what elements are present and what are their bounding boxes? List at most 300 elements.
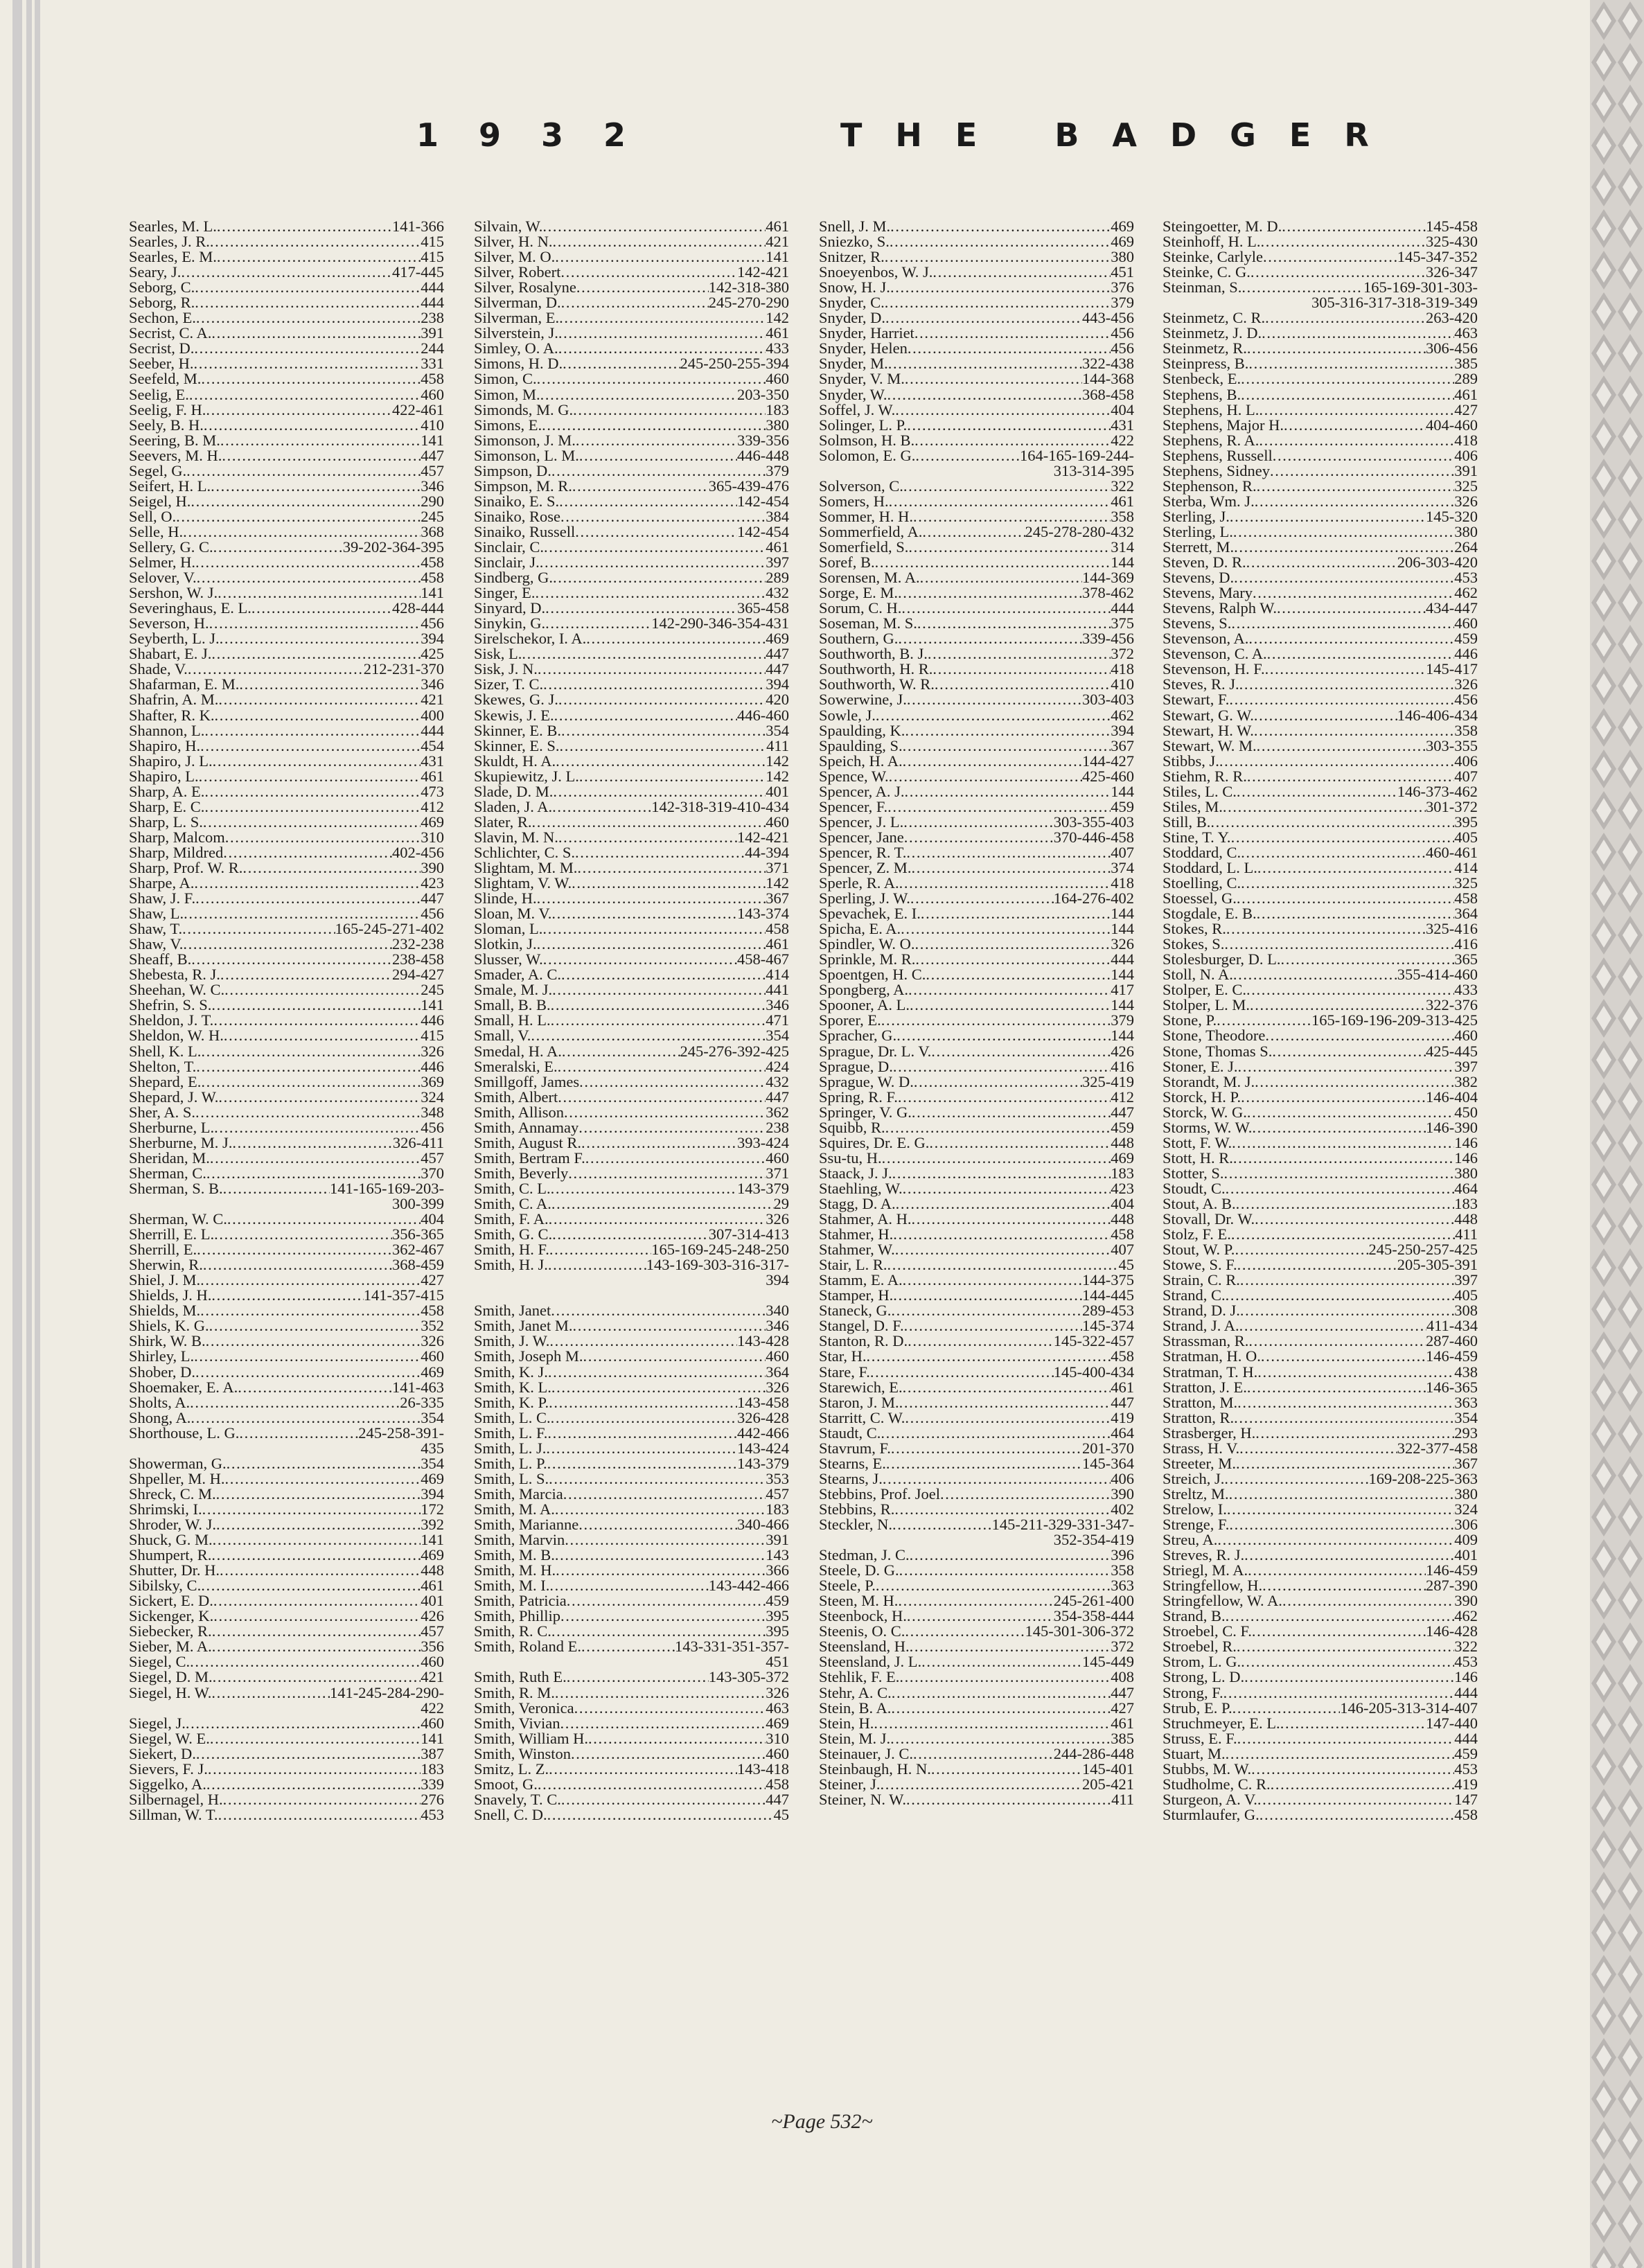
entry-name: Snavely, T. C.: [474, 1790, 561, 1808]
entry-name: Sheldon, W. H.: [129, 1027, 224, 1045]
index-entry: [129, 876, 444, 891]
entry-name: Smith, L. J.: [474, 1439, 547, 1457]
entry-pages: 353: [766, 1469, 789, 1487]
index-entry: [129, 662, 444, 677]
leader-dots: [224, 1028, 421, 1043]
entry-pages: 461: [766, 538, 789, 556]
entry-pages: 245-278-280-432: [1025, 522, 1134, 540]
entry-name: Skupiewitz, J. L.: [474, 767, 579, 785]
entry-line: [1163, 754, 1478, 769]
entry-line: [1163, 1593, 1478, 1609]
entry-pages: 391: [421, 324, 444, 342]
index-entry: [474, 982, 789, 998]
entry-name: Shelton, T.: [129, 1057, 197, 1075]
entry-line: [1163, 1365, 1478, 1380]
index-entry: [819, 1365, 1134, 1380]
index-entry: [474, 371, 789, 387]
entry-pages: 26-335: [400, 1393, 444, 1411]
index-entry: [819, 1701, 1134, 1716]
leader-dots: [885, 249, 1111, 265]
leader-dots: [1251, 1762, 1454, 1777]
entry-line: [129, 1654, 444, 1669]
entry-name: Stolesburger, D. L.: [1163, 950, 1281, 968]
entry-line: [474, 738, 789, 754]
entry-name: Shaw, J. F.: [129, 889, 196, 907]
entry-name: Schlichter, C. S.: [474, 843, 575, 861]
leader-dots: [220, 1563, 421, 1578]
index-entry: [819, 433, 1134, 448]
entry-pages: 460: [421, 1653, 444, 1671]
index-entry: [129, 1303, 444, 1318]
index-entry: [1163, 1563, 1478, 1578]
entry-line: [129, 769, 444, 784]
entry-line: [1163, 1059, 1478, 1074]
leader-dots: [903, 1273, 1082, 1288]
leader-dots: [1253, 585, 1454, 601]
entry-pages: 427: [421, 1271, 444, 1289]
entry-pages: 206-303-420: [1397, 553, 1478, 572]
leader-dots: [1255, 494, 1455, 509]
entry-pages: 444: [1111, 599, 1134, 617]
index-entry: [129, 1746, 444, 1762]
entry-line: [819, 616, 1134, 631]
index-entry: [474, 1563, 789, 1578]
entry-name: Steinmetz, J. D.: [1163, 324, 1262, 342]
entry-name: Secrist, C. A.: [129, 324, 212, 342]
entry-line: [474, 1013, 789, 1028]
leader-dots: [1226, 921, 1426, 937]
leader-dots: [894, 1502, 1111, 1517]
leader-dots: [1247, 341, 1426, 356]
entry-pages: 446: [1454, 645, 1478, 663]
leader-dots: [1226, 1288, 1455, 1303]
entry-name: Sprague, W. D.: [819, 1072, 914, 1090]
entry-pages: 453: [1454, 1653, 1478, 1671]
entry-line: [474, 1166, 789, 1181]
entry-pages: 29: [773, 1195, 789, 1212]
entry-name: Stratman, T. H.: [1163, 1363, 1258, 1381]
leader-dots: [912, 1105, 1111, 1120]
entry-name: Smith, August R.: [474, 1133, 582, 1151]
entry-name: Slade, D. M.: [474, 782, 554, 800]
index-entry: [129, 479, 444, 494]
entry-line: [819, 1181, 1134, 1196]
index-entry: [1163, 1395, 1478, 1410]
index-entry: [1163, 1303, 1478, 1318]
entry-name: Sheehan, W. C.: [129, 981, 225, 999]
leader-dots: [899, 1395, 1111, 1410]
entry-line: [1163, 1502, 1478, 1517]
entry-line: [129, 509, 444, 524]
leader-dots: [1241, 1090, 1426, 1105]
entry-pages: 144-375: [1082, 1271, 1134, 1289]
index-entry: [474, 1257, 789, 1288]
entry-name: Steinke, C. G.: [1163, 263, 1250, 281]
index-entry: [1163, 616, 1478, 631]
entry-line: [1163, 1334, 1478, 1349]
entry-pages: 460: [421, 1347, 444, 1365]
index-entry: [1163, 631, 1478, 646]
index-entry: [819, 1471, 1134, 1487]
entry-pages: 458-467: [737, 950, 789, 968]
entry-pages: 331: [421, 355, 444, 373]
leader-dots: [913, 509, 1111, 524]
index-entry: [474, 555, 789, 570]
leader-dots: [1255, 1212, 1454, 1227]
index-entry: [129, 998, 444, 1013]
entry-pages: 346: [766, 996, 789, 1014]
index-entry: [819, 555, 1134, 570]
entry-name: Stephens, B.: [1163, 385, 1241, 403]
entry-pages: 367: [1454, 1454, 1478, 1472]
entry-line: [474, 1196, 789, 1212]
entry-line: [819, 845, 1134, 860]
entry-name: Searles, M. L.: [129, 218, 217, 235]
entry-name: Spence, W.: [819, 767, 889, 785]
entry-line: [129, 692, 444, 707]
entry-line: [1163, 1242, 1478, 1257]
leader-dots: [537, 371, 766, 387]
index-entry: [129, 1502, 444, 1517]
leader-dots: [921, 906, 1111, 921]
entry-pages: 146: [1454, 1668, 1478, 1686]
entry-line: [129, 1685, 444, 1701]
entry-name: Smith, M. B.: [474, 1546, 555, 1564]
entry-pages: 379: [766, 461, 789, 479]
leader-dots: [191, 1410, 421, 1426]
entry-line: [129, 524, 444, 540]
entry-pages: 368: [421, 522, 444, 540]
entry-name: Strand, B.: [1163, 1607, 1226, 1625]
entry-pages: 183: [421, 1760, 444, 1778]
entry-pages: 143-418: [737, 1760, 789, 1778]
index-entry: [474, 1196, 789, 1212]
index-entry: [819, 341, 1134, 356]
entry-line: [819, 1212, 1134, 1227]
index-entry: [129, 463, 444, 479]
entry-name: Shong, A.: [129, 1408, 191, 1426]
entry-name: Stenbeck, E.: [1163, 370, 1241, 388]
entry-pages: 165-169-245-248-250: [651, 1241, 789, 1259]
index-entry: [819, 845, 1134, 860]
entry-line: [819, 1685, 1134, 1701]
index-entry: [819, 646, 1134, 662]
entry-name: Smith, G. C.: [474, 1225, 553, 1243]
entry-name: Smith, Joseph M.: [474, 1347, 583, 1365]
index-entry: [819, 1013, 1134, 1028]
index-entry: [819, 310, 1134, 326]
index-entry: [129, 494, 444, 509]
index-entry: [819, 570, 1134, 585]
index-entry: [129, 1669, 444, 1685]
entry-line: [474, 708, 789, 723]
index-entry: [474, 784, 789, 799]
entry-pages: 374: [1111, 858, 1134, 876]
entry-pages: 287-390: [1426, 1577, 1478, 1595]
entry-name: Shields, M.: [129, 1302, 201, 1320]
entry-name: Stoner, E. J.: [1163, 1057, 1238, 1075]
entry-pages: 142-318-319-410-434: [651, 797, 789, 815]
entry-line: [819, 1762, 1134, 1777]
index-entry: [474, 1365, 789, 1380]
entry-line: [474, 585, 789, 601]
index-entry: [1163, 815, 1478, 830]
entry-line: [129, 1273, 444, 1288]
entry-pages: 471: [766, 1011, 789, 1029]
leader-dots: [1239, 1441, 1397, 1456]
leader-dots: [218, 1807, 421, 1823]
entry-name: Staudt, C.: [819, 1424, 881, 1442]
entry-name: Stuart, M.: [1163, 1744, 1226, 1762]
entry-pages: 407: [1111, 843, 1134, 861]
index-entry: [129, 280, 444, 295]
leader-dots: [887, 799, 1111, 815]
entry-name: Stephens, Russell: [1163, 446, 1273, 464]
entry-name: Spindler, W. O.: [819, 935, 915, 953]
index-entry: [1163, 1532, 1478, 1548]
entry-pages: 165-245-271-402: [335, 920, 444, 938]
leader-dots: [204, 784, 421, 799]
entry-name: Seborg, R.: [129, 294, 195, 312]
leader-dots: [1257, 1792, 1454, 1807]
entry-name: Spooner, A. L.: [819, 996, 910, 1014]
entry-line: [819, 860, 1134, 876]
index-entry: [129, 1013, 444, 1028]
index-entry: [129, 1135, 444, 1151]
index-entry: [1163, 1120, 1478, 1135]
entry-name: Simonson, J. M.: [474, 431, 576, 449]
entry-line: [819, 1380, 1134, 1395]
entry-pages: 238: [766, 1118, 789, 1136]
entry-pages: 308: [1454, 1302, 1478, 1320]
index-entry: [1163, 998, 1478, 1013]
leader-dots: [227, 1456, 421, 1471]
entry-line: [1163, 402, 1478, 418]
entry-line: [129, 219, 444, 234]
entry-pages: 324: [421, 1088, 444, 1106]
entry-name: Spoentgen, H. C.: [819, 966, 926, 984]
entry-name: Steinhoff, H. L.: [1163, 233, 1261, 251]
entry-name: Staack, J. J.: [819, 1164, 892, 1182]
leader-dots: [1255, 1426, 1454, 1441]
leader-dots: [197, 570, 421, 585]
leader-dots: [546, 1441, 737, 1456]
entry-pages: 146-373-462: [1397, 782, 1478, 800]
leader-dots: [1272, 1044, 1426, 1059]
index-entry: [129, 1762, 444, 1777]
leader-dots: [537, 937, 766, 952]
leader-dots: [1259, 402, 1454, 418]
entry-pages: 459: [1454, 1744, 1478, 1762]
entry-line: [819, 570, 1134, 585]
entry-pages: 460: [766, 370, 789, 388]
entry-pages: 293: [1454, 1424, 1478, 1442]
entry-name: Stiles, M.: [1163, 797, 1223, 815]
entry-line: [1163, 723, 1478, 738]
entry-name: Silvain, W.: [474, 218, 543, 235]
entry-pages: 447: [421, 889, 444, 907]
entry-name: Smith, Vivian: [474, 1714, 560, 1732]
index-entry: [474, 1746, 789, 1762]
entry-pages: 459: [1111, 797, 1134, 815]
entry-line: [474, 433, 789, 448]
entry-name: Sillman, W. T.: [129, 1805, 218, 1823]
leader-dots: [559, 494, 737, 509]
index-entry: [1163, 448, 1478, 463]
entry-name: Sperle, R. A.: [819, 874, 899, 892]
entry-line: [1163, 815, 1478, 830]
entry-name: Simley, O. A.: [474, 339, 558, 357]
entry-pages: 417: [1111, 981, 1134, 999]
leader-dots: [892, 1166, 1111, 1181]
leader-dots: [542, 219, 766, 234]
index-entry: [129, 738, 444, 754]
leader-dots: [903, 1181, 1111, 1196]
entry-name: Slavin, M. N.: [474, 828, 558, 846]
leader-dots: [1237, 784, 1397, 799]
entry-line: [1163, 524, 1478, 540]
entry-line: [129, 1487, 444, 1502]
leader-dots: [866, 1349, 1111, 1364]
leader-dots: [1231, 1227, 1455, 1242]
leader-dots: [195, 891, 421, 906]
entry-name: Sharp, Malcom: [129, 828, 225, 846]
index-entry: [819, 1151, 1134, 1166]
leader-dots: [186, 1716, 421, 1731]
index-entry: [474, 1105, 789, 1120]
entry-line: [474, 1669, 789, 1685]
entry-line: [819, 937, 1134, 952]
entry-line: [819, 555, 1134, 570]
leader-dots: [1219, 754, 1454, 769]
entry-pages: 451: [1111, 263, 1134, 281]
leader-dots: [197, 1242, 392, 1257]
entry-line: [819, 601, 1134, 616]
leader-dots: [1240, 1303, 1454, 1318]
entry-name: Siggelko, A.: [129, 1775, 206, 1793]
entry-line: [129, 585, 444, 601]
leader-dots: [555, 249, 766, 265]
leader-dots: [1262, 326, 1454, 341]
entry-pages: 447: [1111, 1683, 1134, 1701]
entry-pages: 172: [421, 1500, 444, 1518]
entry-line: [819, 1471, 1134, 1487]
entry-line: [819, 754, 1134, 769]
entry-pages-continued: 451: [766, 1653, 789, 1671]
entry-pages: 339: [421, 1775, 444, 1793]
leader-dots: [1223, 1166, 1454, 1181]
index-entry: [474, 1609, 789, 1624]
entry-line: [129, 845, 444, 860]
entry-name: Sorge, E. M.: [819, 584, 898, 602]
entry-name: Shrimski, I.: [129, 1500, 202, 1518]
leader-dots: [1257, 738, 1426, 754]
leader-dots: [898, 1593, 1053, 1609]
leader-dots: [191, 952, 392, 967]
leader-dots: [1277, 601, 1426, 616]
index-entry: [819, 1395, 1134, 1410]
entry-line: [819, 982, 1134, 998]
entry-pages: 460: [421, 1714, 444, 1732]
entry-pages: 444: [421, 294, 444, 312]
index-entry: [1163, 1365, 1478, 1380]
leader-dots: [225, 830, 421, 845]
entry-name: Stone, Theodore: [1163, 1027, 1266, 1045]
entry-name: Sisk, J. N.: [474, 660, 538, 678]
entry-line: [129, 906, 444, 921]
entry-name: Snyder, V. M.: [819, 370, 905, 388]
leader-dots: [201, 1044, 421, 1059]
entry-pages: 404-460: [1426, 416, 1478, 434]
entry-name: Southworth, H. R.: [819, 660, 933, 678]
entry-name: Simpson, D.: [474, 461, 551, 479]
leader-dots: [531, 1028, 766, 1043]
entry-pages: 427: [1454, 400, 1478, 418]
entry-line: [819, 1105, 1134, 1120]
entry-line: [129, 1517, 444, 1532]
entry-name: Simon, M.: [474, 385, 540, 403]
entry-line: [819, 1334, 1134, 1349]
leader-dots: [216, 1487, 421, 1502]
entry-name: Stebbins, R.: [819, 1500, 895, 1518]
entry-name: Shapiro, L.: [129, 767, 199, 785]
entry-line: [129, 1807, 444, 1823]
entry-line: [1163, 371, 1478, 387]
entry-name: Stephenson, R.: [1163, 477, 1257, 495]
entry-name: Stroebel, C. F.: [1163, 1622, 1252, 1640]
leader-dots: [906, 1792, 1111, 1807]
leader-dots: [921, 1654, 1082, 1669]
entry-line: [474, 967, 789, 982]
index-entry: [1163, 234, 1478, 249]
leader-dots: [905, 371, 1082, 387]
index-entry: [474, 830, 789, 845]
index-entry: [474, 356, 789, 371]
entry-line: [1163, 1105, 1478, 1120]
entry-line: [129, 1456, 444, 1471]
entry-name: Shoemaker, E. A.: [129, 1378, 238, 1396]
entry-line: [129, 677, 444, 692]
entry-pages: 144: [1111, 996, 1134, 1014]
index-entry: [474, 479, 789, 494]
entry-pages: 142-318-380: [708, 278, 789, 296]
index-entry: [129, 341, 444, 356]
leader-dots: [214, 708, 421, 723]
entry-pages: 245-270-290: [708, 294, 789, 312]
entry-line: [474, 1365, 789, 1380]
index-entry: [1163, 1792, 1478, 1807]
entry-pages: 325-416: [1426, 920, 1478, 938]
leader-dots: [1232, 1135, 1454, 1151]
entry-line: [819, 479, 1134, 494]
entry-name: Stratton, J. E.: [1163, 1378, 1247, 1396]
entry-pages: 245-261-400: [1053, 1592, 1134, 1610]
entry-name: Siegel, H. W.: [129, 1683, 212, 1701]
leader-dots: [548, 1257, 646, 1273]
entry-pages: 165-169-301-303-: [1363, 278, 1478, 296]
entry-name: Smith, Beverly: [474, 1164, 569, 1182]
leader-dots: [1260, 234, 1426, 249]
entry-name: Shields, J. H.: [129, 1286, 212, 1304]
index-entry: [819, 1669, 1134, 1685]
entry-pages: 461: [421, 767, 444, 785]
index-entry: [1163, 906, 1478, 921]
leader-dots: [217, 219, 392, 234]
entry-name: Sinaiko, E. S.: [474, 492, 560, 510]
leader-dots: [572, 479, 709, 494]
entry-pages: 205-421: [1082, 1775, 1134, 1793]
entry-pages: 144: [1111, 782, 1134, 800]
